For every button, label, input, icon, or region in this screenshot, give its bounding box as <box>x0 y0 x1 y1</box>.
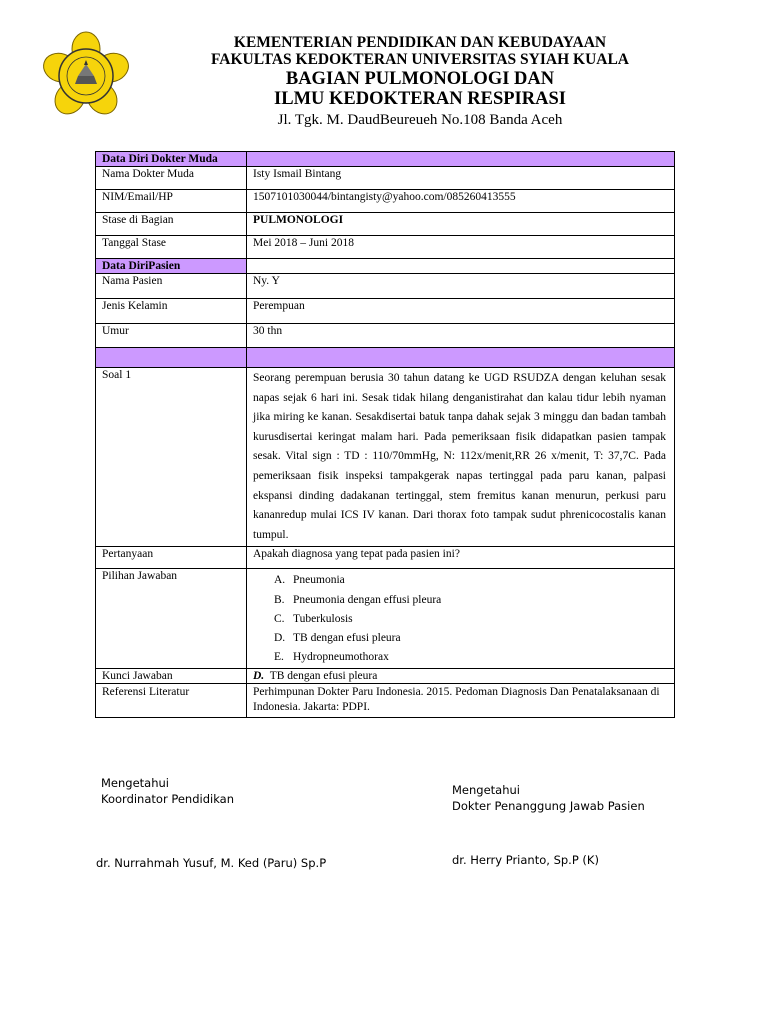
table-row <box>96 547 675 569</box>
address: Jl. Tgk. M. DaudBeureueh No.108 Banda Aceh <box>277 112 563 129</box>
soal-label: Soal 1 <box>96 368 247 547</box>
table-row <box>96 167 675 190</box>
signature-right <box>452 782 645 814</box>
letterhead <box>150 34 690 129</box>
table-row <box>96 368 675 547</box>
table-row <box>96 236 675 259</box>
table-row <box>96 324 675 348</box>
soal-text: Seorang perempuan berusia 30 tahun datang ke UGD RSUDZA dengan keluhan sesak napas sejak 6 hari ini. Sesak tidak hilang denganistirahat dan kalau tidur lebih nyaman jika miring ke kanan. Sesakdisertai batuk tanpa dahak sejak 3 minggu dan badan tambah kurusdisertai keringat malam hari. Pada pemeriksaan fisik didapatkan pasien tampak sesak. Vital sign : TD : 110/70mmHg, N: 112x/menit,RR 26 x/menit, T: 37,7C. Pada pemeriksaan fisik inspeksi tampakgerak napas tertinggal pada paru kanan, palpasi ekspansi dinding dadakanan tertinggal, stem fremitus kanan menurun, perkusi paru kananredup mulai ICS IV kanan. Dari thorax foto tampak sudut phrenicocostalis kanan tumpul. <box>247 368 675 547</box>
right-signatory-name: dr. Herry Prianto, Sp.P (K) <box>452 853 599 867</box>
table-row <box>96 569 675 669</box>
option-b: B. Pneumonia dengan effusi pleura <box>274 593 442 606</box>
ministry-title: KEMENTERIAN PENDIDIKAN DAN KEBUDAYAAN <box>233 34 607 51</box>
ref-text: Perhimpunan Dokter Paru Indonesia. 2015. Pedoman Diagnosis Dan Penatalaksanaan di Indonesia. Jakarta: PDPI. <box>247 684 675 718</box>
nim-label: NIM/Email/HP <box>96 190 247 213</box>
faculty-title: FAKULTAS KEDOKTERAN UNIVERSITAS SYIAH KUALA <box>210 51 629 69</box>
answer-options <box>253 571 668 667</box>
left-signatory-name: dr. Nurrahmah Yusuf, M. Ked (Paru) Sp.P <box>96 856 327 870</box>
table-row <box>96 299 675 324</box>
kunci-letter: D. <box>253 670 265 683</box>
date-value: Mei 2018 – Juni 2018 <box>247 236 675 259</box>
doctor-name-label: Nama Dokter Muda <box>96 167 247 190</box>
section-patient-title: Data DiriPasien <box>96 259 247 274</box>
section-doctor-title: Data Diri Dokter Muda <box>96 152 247 167</box>
nim-value: 1507101030044/bintangisty@yahoo.com/085260413555 <box>247 190 675 213</box>
ref-label: Referensi Literatur <box>96 684 247 718</box>
table-row <box>96 190 675 213</box>
date-label: Tanggal Stase <box>96 236 247 259</box>
option-d: D. TB dengan efusi pleura <box>274 631 401 644</box>
kunci-label: Kunci Jawaban <box>96 669 247 684</box>
department-subtitle: ILMU KEDOKTERAN RESPIRASI <box>274 89 566 110</box>
case-form-table <box>95 151 675 718</box>
table-row <box>96 684 675 718</box>
right-role: Dokter Penanggung Jawab Pasien <box>452 799 645 813</box>
option-c: C. Tuberkulosis <box>274 612 353 625</box>
left-role: Koordinator Pendidikan <box>101 792 234 806</box>
section-doctor <box>96 152 675 167</box>
signature-left <box>101 775 234 807</box>
kunci-text: TB dengan efusi pleura <box>269 670 378 683</box>
stase-label: Stase di Bagian <box>96 213 247 236</box>
patient-name-label: Nama Pasien <box>96 274 247 299</box>
age-value: 30 thn <box>247 324 675 348</box>
right-acknowledge: Mengetahui <box>452 783 520 797</box>
pertanyaan-label: Pertanyaan <box>96 547 247 569</box>
doctor-name-value: Isty Ismail Bintang <box>247 167 675 190</box>
section-blank <box>96 348 675 368</box>
age-label: Umur <box>96 324 247 348</box>
stase-value: PULMONOLOGI <box>247 213 675 236</box>
gender-label: Jenis Kelamin <box>96 299 247 324</box>
gender-value: Perempuan <box>247 299 675 324</box>
option-e: E. Hydropneumothorax <box>274 651 389 664</box>
table-row <box>96 274 675 299</box>
table-row <box>96 669 675 684</box>
pilihan-label: Pilihan Jawaban <box>96 569 247 669</box>
department-title: BAGIAN PULMONOLOGI DAN <box>285 68 555 89</box>
university-logo <box>40 30 132 122</box>
kunci-value <box>247 669 675 684</box>
left-acknowledge: Mengetahui <box>101 776 169 790</box>
table-row <box>96 213 675 236</box>
pertanyaan-text: Apakah diagnosa yang tepat pada pasien ini? <box>247 547 675 569</box>
option-a: A. Pneumonia <box>274 574 345 587</box>
patient-name-value: Ny. Y <box>247 274 675 299</box>
section-patient <box>96 259 675 274</box>
